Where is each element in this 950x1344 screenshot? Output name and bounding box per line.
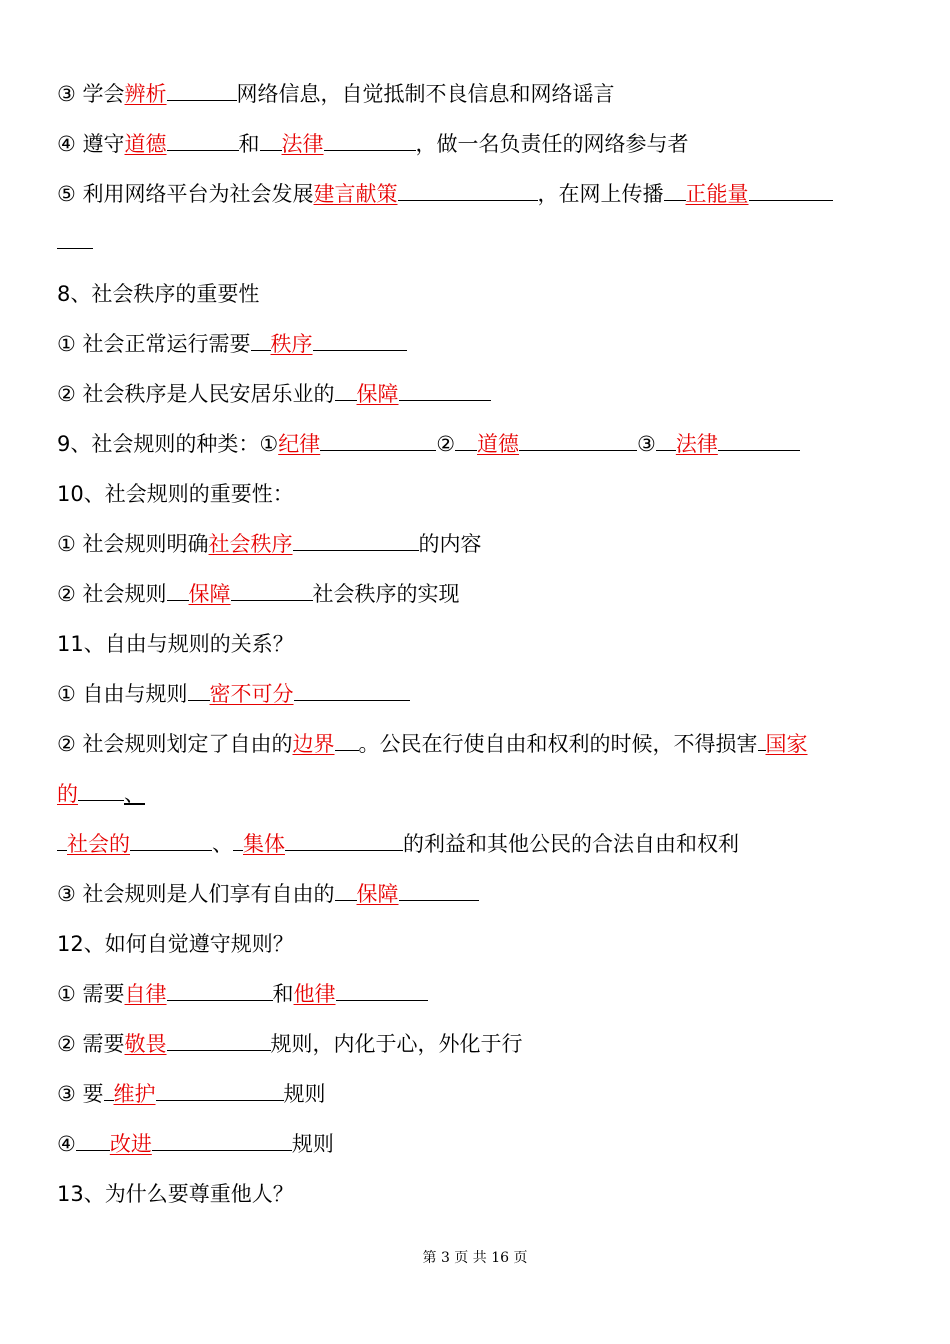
- text: ，在网上传播: [537, 182, 664, 206]
- heading-11: 11、自由与规则的关系？: [57, 632, 294, 656]
- blank-underline: [749, 180, 833, 201]
- text: ② 社会规则: [57, 582, 167, 606]
- line-maintain: [57, 1080, 326, 1108]
- line-awe: [57, 1030, 523, 1058]
- text: ，做一名负责任的网络参与者: [415, 132, 689, 156]
- text: 9、社会规则的种类：①: [57, 432, 279, 456]
- answer-blank: 他律: [293, 982, 336, 1006]
- blank-underline: [294, 680, 410, 701]
- text: 规则: [283, 1082, 326, 1106]
- text: ① 社会正常运行需要: [57, 332, 251, 356]
- blank-underline: [335, 730, 359, 751]
- text: 和: [272, 982, 294, 1006]
- answer-blank: 社会秩序: [208, 532, 293, 556]
- answer-blank: 密不可分: [209, 682, 294, 706]
- blank-underline: [57, 830, 67, 851]
- page-footer: 第 3 页 共 16 页: [422, 1250, 528, 1266]
- line-freedom-rules: [57, 680, 410, 708]
- blank-underline: [399, 880, 479, 901]
- blank-underline: [167, 580, 189, 601]
- text: ① 自由与规则: [57, 682, 188, 706]
- blank-underline: [664, 180, 686, 201]
- blank-underline: [285, 830, 403, 851]
- blank-underline: [335, 380, 357, 401]
- blank-underline: [104, 1080, 114, 1101]
- text: ④ 遵守: [57, 132, 125, 156]
- line-order-guarantee: [57, 380, 491, 408]
- blank-underline: [251, 330, 271, 351]
- answer-blank: 正能量: [685, 182, 749, 206]
- line-improve: [57, 1130, 334, 1158]
- blank-underline: [78, 780, 124, 801]
- text: 的内容: [418, 532, 482, 556]
- blank-underline: [758, 730, 766, 751]
- blank-underline: [260, 130, 282, 151]
- line-continuation: [57, 230, 93, 258]
- blank-underline: [167, 1030, 271, 1051]
- text: ② 需要: [57, 1032, 125, 1056]
- answer-blank: 保障: [356, 882, 399, 906]
- blank-underline: [519, 430, 637, 451]
- answer-blank: 维护: [113, 1082, 156, 1106]
- blank-underline: [398, 180, 538, 201]
- answer-blank: 道德: [477, 432, 520, 456]
- answer-blank: 边界: [292, 732, 335, 756]
- text: 规则，内化于心，外化于行: [270, 1032, 523, 1056]
- answer-blank: 法律: [281, 132, 324, 156]
- answer-blank: 国家: [765, 732, 808, 756]
- line-society-collective: [57, 830, 739, 858]
- blank-underline: [718, 430, 800, 451]
- text: ① 社会规则明确: [57, 532, 209, 556]
- text: ③ 社会规则是人们享有自由的: [57, 882, 335, 906]
- text: 网络信息，自觉抵制不良信息和网络谣言: [236, 82, 615, 106]
- blank-underline: [336, 980, 428, 1001]
- blank-underline: [167, 130, 239, 151]
- heading-8: 8、社会秩序的重要性: [57, 282, 260, 306]
- blank-underline: [455, 430, 477, 451]
- blank-underline: [320, 430, 436, 451]
- text: ② 社会规则划定了自由的: [57, 732, 293, 756]
- text: ② 社会秩序是人民安居乐业的: [57, 382, 335, 406]
- blank-underline: [130, 830, 212, 851]
- heading-9-rule-types: [57, 430, 800, 458]
- answer-blank: 建言献策: [313, 182, 398, 206]
- text: ③ 要: [57, 1082, 104, 1106]
- text: 社会秩序的实现: [312, 582, 460, 606]
- blank-underline: [293, 530, 419, 551]
- text: 。公民在行使自由和权利的时候，不得损害: [358, 732, 758, 756]
- line-observe: [57, 130, 689, 158]
- text: ③ 学会: [57, 82, 125, 106]
- answer-blank: 保障: [356, 382, 399, 406]
- blank-underline: [233, 830, 243, 851]
- blank-underline: [152, 1130, 292, 1151]
- text: 、: [212, 832, 233, 856]
- line-rules-freedom-guarantee: [57, 880, 479, 908]
- line-learn-discern: [57, 80, 615, 108]
- blank-underline: [656, 430, 676, 451]
- blank-underline: [57, 228, 93, 249]
- answer-blank: 改进: [109, 1132, 152, 1156]
- blank-underline: [335, 880, 357, 901]
- answer-blank: 法律: [675, 432, 718, 456]
- answer-blank: 集体: [243, 832, 285, 856]
- text: 、: [124, 782, 145, 806]
- line-rules-define: [57, 530, 482, 558]
- answer-blank: 的: [57, 782, 78, 806]
- text: 的利益和其他公民的合法自由和权利: [403, 832, 739, 856]
- answer-blank: 道德: [124, 132, 167, 156]
- blank-underline: [231, 580, 313, 601]
- heading-13: 13、为什么要尊重他人？: [57, 1182, 294, 1206]
- text: ④: [57, 1132, 76, 1156]
- text: ⑤ 利用网络平台为社会发展: [57, 182, 314, 206]
- blank-underline: [399, 380, 491, 401]
- answer-blank: 敬畏: [124, 1032, 167, 1056]
- heading-10: 10、社会规则的重要性：: [57, 482, 294, 506]
- text: 和: [238, 132, 260, 156]
- answer-blank: 自律: [124, 982, 167, 1006]
- line-country-cont: [57, 780, 145, 808]
- answer-blank: 保障: [188, 582, 231, 606]
- blank-underline: [167, 80, 237, 101]
- blank-underline: [313, 330, 407, 351]
- blank-underline: [167, 980, 273, 1001]
- text: 规则: [291, 1132, 334, 1156]
- blank-underline: [156, 1080, 284, 1101]
- blank-underline: [188, 680, 210, 701]
- answer-blank: 辨析: [124, 82, 167, 106]
- answer-blank: 社会的: [67, 832, 130, 856]
- blank-underline: [76, 1130, 110, 1151]
- line-network-platform: [57, 180, 833, 208]
- answer-blank: 秩序: [270, 332, 313, 356]
- line-self-discipline: [57, 980, 428, 1008]
- line-rules-guarantee: [57, 580, 460, 608]
- answer-blank: 纪律: [278, 432, 321, 456]
- text: ②: [436, 432, 456, 456]
- text: ③: [637, 432, 656, 456]
- line-freedom-boundary: [57, 730, 808, 758]
- blank-underline: [324, 130, 416, 151]
- text: ① 需要: [57, 982, 125, 1006]
- heading-12: 12、如何自觉遵守规则？: [57, 932, 294, 956]
- line-order-needed: [57, 330, 407, 358]
